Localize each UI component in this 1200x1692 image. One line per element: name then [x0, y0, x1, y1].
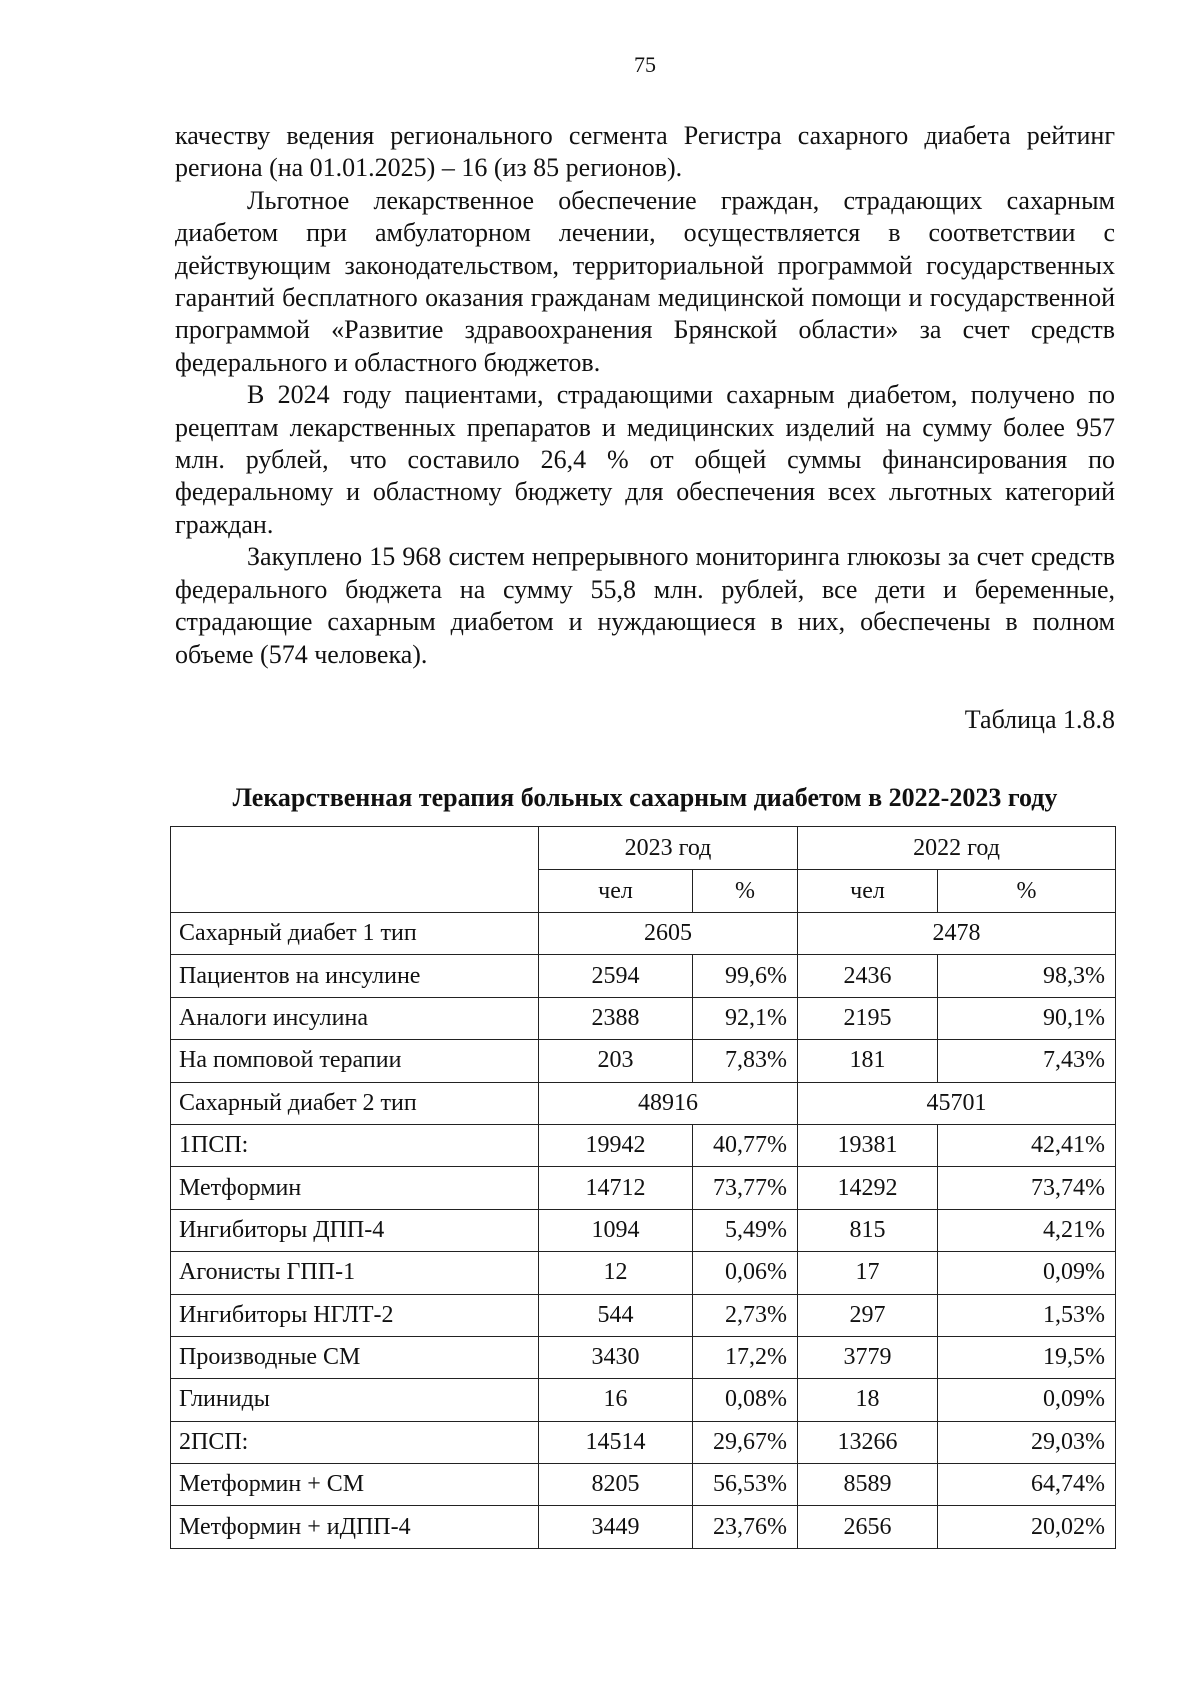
count-2022: 3779	[798, 1336, 938, 1378]
count-2023: 12	[539, 1252, 693, 1294]
percent-2022: 20,02%	[938, 1506, 1116, 1548]
row-name: Глиниды	[171, 1379, 539, 1421]
total-2023: 48916	[539, 1082, 798, 1124]
count-2023: 1094	[539, 1209, 693, 1251]
percent-2023: 7,83%	[693, 1040, 798, 1082]
count-2022: 297	[798, 1294, 938, 1336]
count-2022: 13266	[798, 1421, 938, 1463]
header-count-2022: чел	[798, 870, 938, 913]
table-row	[171, 1294, 1116, 1336]
paragraph-benefits: Льготное лекарственное обеспечение граждан, страдающих сахарным диабетом при амбулаторном лечении, осуществляется в соответствии с действующим законодательством, территориальной программой государственных гарантий бесплатного оказания гражданам медицинской помощи и государственной программой «Развитие здравоохранения Брянской области» за счет средств федерального и областного бюджетов.	[175, 185, 1115, 377]
table-row	[171, 1124, 1116, 1166]
count-2023: 203	[539, 1040, 693, 1082]
percent-2022: 29,03%	[938, 1421, 1116, 1463]
count-2022: 8589	[798, 1464, 938, 1506]
table-row	[171, 1379, 1116, 1421]
table-row	[171, 1040, 1116, 1082]
percent-2023: 5,49%	[693, 1209, 798, 1251]
count-2023: 16	[539, 1379, 693, 1421]
row-name: Производные СМ	[171, 1336, 539, 1378]
count-2022: 14292	[798, 1167, 938, 1209]
row-name: Ингибиторы ДПП-4	[171, 1209, 539, 1251]
count-2022: 181	[798, 1040, 938, 1082]
row-name: На помповой терапии	[171, 1040, 539, 1082]
percent-2023: 0,08%	[693, 1379, 798, 1421]
count-2022: 2195	[798, 997, 938, 1039]
percent-2022: 42,41%	[938, 1124, 1116, 1166]
total-2023: 2605	[539, 913, 798, 955]
row-name: Агонисты ГПП-1	[171, 1252, 539, 1294]
count-2023: 14514	[539, 1421, 693, 1463]
row-name: Сахарный диабет 1 тип	[171, 913, 539, 955]
row-name: Метформин + иДПП-4	[171, 1506, 539, 1548]
percent-2023: 23,76%	[693, 1506, 798, 1548]
count-2022: 2656	[798, 1506, 938, 1548]
count-2023: 3449	[539, 1506, 693, 1548]
table-header-row-years	[171, 827, 1116, 870]
percent-2022: 7,43%	[938, 1040, 1116, 1082]
count-2023: 8205	[539, 1464, 693, 1506]
page-number: 75	[634, 52, 656, 77]
table-row	[171, 1506, 1116, 1548]
percent-2023: 17,2%	[693, 1336, 798, 1378]
table-row	[171, 955, 1116, 997]
percent-2023: 2,73%	[693, 1294, 798, 1336]
header-count-2023: чел	[539, 870, 693, 913]
row-name: Метформин + СМ	[171, 1464, 539, 1506]
table-row	[171, 1209, 1116, 1251]
percent-2023: 73,77%	[693, 1167, 798, 1209]
table-row	[171, 1336, 1116, 1378]
table-row-sd2-total	[171, 1082, 1116, 1124]
body-text	[175, 120, 1115, 671]
count-2022: 2436	[798, 955, 938, 997]
row-name: Ингибиторы НГЛТ-2	[171, 1294, 539, 1336]
diabetes-therapy-table	[170, 826, 1116, 1549]
count-2022: 17	[798, 1252, 938, 1294]
percent-2023: 29,67%	[693, 1421, 798, 1463]
row-name: Пациентов на инсулине	[171, 955, 539, 997]
percent-2022: 4,21%	[938, 1209, 1116, 1251]
count-2022: 18	[798, 1379, 938, 1421]
row-name: Сахарный диабет 2 тип	[171, 1082, 539, 1124]
table-row	[171, 1421, 1116, 1463]
total-2022: 2478	[798, 913, 1116, 955]
row-name: Метформин	[171, 1167, 539, 1209]
table-row-sd1-total	[171, 913, 1116, 955]
percent-2022: 64,74%	[938, 1464, 1116, 1506]
percent-2023: 40,77%	[693, 1124, 798, 1166]
percent-2023: 0,06%	[693, 1252, 798, 1294]
header-empty-cell	[171, 827, 539, 913]
percent-2023: 99,6%	[693, 955, 798, 997]
table-title: Лекарственная терапия больных сахарным диабетом в 2022-2023 году	[232, 783, 1058, 812]
table-label: Таблица 1.8.8	[964, 705, 1115, 734]
count-2023: 544	[539, 1294, 693, 1336]
percent-2022: 0,09%	[938, 1252, 1116, 1294]
percent-2022: 98,3%	[938, 955, 1116, 997]
count-2023: 19942	[539, 1124, 693, 1166]
count-2023: 2388	[539, 997, 693, 1039]
table-row	[171, 1167, 1116, 1209]
paragraph-registry: качеству ведения регионального сегмента Регистра сахарного диабета рейтинг региона (на 01.01.2025) – 16 (из 85 регионов).	[175, 121, 1115, 183]
paragraph-2024-spending: В 2024 году пациентами, страдающими сахарным диабетом, получено по рецептам лекарственных препаратов и медицинских изделий на сумму более 957 млн. рублей, что составило 26,4 % от общей суммы финансирования по федеральному и областному бюджету для обеспечения всех льготных категорий граждан.	[175, 380, 1115, 539]
percent-2022: 19,5%	[938, 1336, 1116, 1378]
percent-2022: 90,1%	[938, 997, 1116, 1039]
count-2023: 14712	[539, 1167, 693, 1209]
header-year-2022: 2022 год	[798, 827, 1116, 870]
total-2022: 45701	[798, 1082, 1116, 1124]
percent-2022: 73,74%	[938, 1167, 1116, 1209]
percent-2023: 56,53%	[693, 1464, 798, 1506]
count-2022: 815	[798, 1209, 938, 1251]
percent-2023: 92,1%	[693, 997, 798, 1039]
header-percent-2023: %	[693, 870, 798, 913]
row-name: 1ПСП:	[171, 1124, 539, 1166]
percent-2022: 0,09%	[938, 1379, 1116, 1421]
paragraph-glucose-monitoring: Закуплено 15 968 систем непрерывного мониторинга глюкозы за счет средств федерального бюджета на сумму 55,8 млн. рублей, все дети и беременные, страдающие сахарным диабетом и нуждающиеся в них, обеспечены в полном объеме (574 человека).	[175, 542, 1115, 669]
header-year-2023: 2023 год	[539, 827, 798, 870]
header-percent-2022: %	[938, 870, 1116, 913]
row-name: 2ПСП:	[171, 1421, 539, 1463]
count-2022: 19381	[798, 1124, 938, 1166]
row-name: Аналоги инсулина	[171, 997, 539, 1039]
table-row	[171, 1252, 1116, 1294]
table-row	[171, 1464, 1116, 1506]
percent-2022: 1,53%	[938, 1294, 1116, 1336]
count-2023: 3430	[539, 1336, 693, 1378]
table-row	[171, 997, 1116, 1039]
count-2023: 2594	[539, 955, 693, 997]
